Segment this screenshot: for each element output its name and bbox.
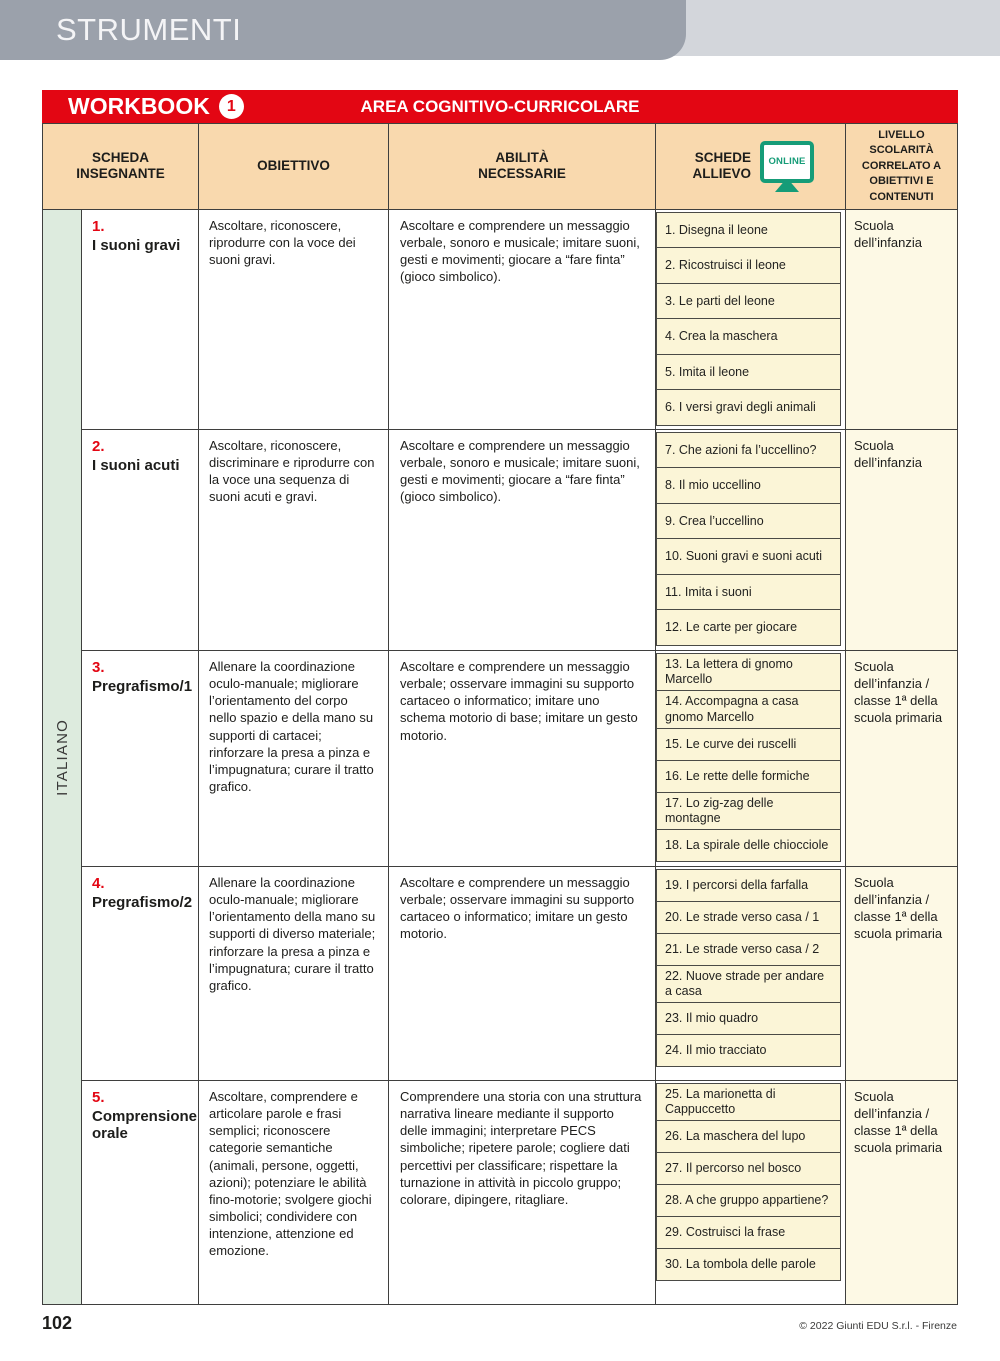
monitor-stand	[775, 183, 799, 192]
workbook-banner	[42, 90, 958, 123]
header-label: LIVELLO SCOLARITÀ CORRELATO A OBIETTIVI E CONTENUTI	[861, 129, 942, 203]
student-card: 10. Suoni gravi e suoni acuti	[656, 538, 841, 575]
student-card: 23. Il mio quadro	[656, 1002, 841, 1035]
level-cell: Scuola dell’infanzia / classe 1ª della scuola primaria	[846, 651, 957, 866]
student-card: 17. Lo zig-zag delle montagne	[656, 792, 841, 831]
row-number: 2.	[92, 437, 105, 455]
subject-label: ITALIANO	[53, 718, 71, 796]
page-number: 102	[42, 1313, 73, 1333]
level-cell: Scuola dell’infanzia	[846, 430, 957, 650]
student-card: 27. Il percorso nel bosco	[656, 1152, 841, 1185]
row-number: 4.	[92, 874, 105, 892]
student-card: 14. Accompagna a casa gnomo Marcello	[656, 690, 841, 729]
table-row	[82, 430, 957, 651]
row-title: I suoni gravi	[92, 236, 181, 254]
skills-cell: Ascoltare e comprendere un messaggio verbale; osservare immagini su supporto cartaceo o informatico; imitare uno schema motorio di base; imitare un gesto motorio.	[389, 651, 656, 866]
header-label: ABILITÀ NECESSARIE	[478, 149, 566, 182]
student-card: 26. La maschera del lupo	[656, 1120, 841, 1153]
row-number: 5.	[92, 1088, 105, 1106]
teacher-sheet-cell	[82, 651, 199, 866]
table-header-row	[43, 124, 957, 210]
student-card: 30. La tombola delle parole	[656, 1248, 841, 1281]
table-row	[82, 210, 957, 430]
header-label: SCHEDA INSEGNANTE	[76, 149, 165, 182]
student-card: 16. Le rette delle formiche	[656, 760, 841, 793]
student-card: 5. Imita il leone	[656, 354, 841, 391]
student-card: 4. Crea la maschera	[656, 318, 841, 355]
header-schede-allievo	[656, 124, 846, 209]
cards-cell	[656, 210, 846, 429]
teacher-sheet-cell	[82, 210, 199, 429]
area-title: AREA COGNITIVO-CURRICOLARE	[360, 96, 640, 116]
workbook-label: WORKBOOK	[68, 93, 210, 119]
table-row	[82, 1081, 957, 1304]
objective-cell: Ascoltare, riconoscere, riprodurre con la voce dei suoni gravi.	[199, 210, 389, 429]
monitor-screen	[760, 141, 814, 183]
page-footer	[42, 1313, 957, 1334]
student-card: 1. Disegna il leone	[656, 212, 841, 249]
student-card: 19. I percorsi della farfalla	[656, 869, 841, 902]
curriculum-table	[42, 123, 958, 1305]
copyright-notice: © 2022 Giunti EDU S.r.l. - Firenze	[799, 1320, 957, 1332]
student-card: 12. Le carte per giocare	[656, 609, 841, 646]
table-row	[82, 867, 957, 1081]
cards-cell	[656, 651, 846, 866]
objective-cell: Ascoltare, riconoscere, discriminare e riprodurre con la voce una sequenza di suoni acuti e gravi.	[199, 430, 389, 650]
level-cell: Scuola dell’infanzia / classe 1ª della scuola primaria	[846, 1081, 957, 1304]
student-card: 9. Crea l’uccellino	[656, 503, 841, 540]
table-body	[43, 210, 957, 1304]
section-title: STRUMENTI	[56, 12, 242, 47]
row-title: I suoni acuti	[92, 456, 180, 474]
skills-cell: Ascoltare e comprendere un messaggio verbale, sonoro e musicale; imitare suoni, gesti e movimenti; giocare a “fare finta” (gioco simbolico).	[389, 210, 656, 429]
cards-cell	[656, 867, 846, 1080]
student-card: 11. Imita i suoni	[656, 574, 841, 611]
table-rows	[82, 210, 957, 1304]
workbook-number-badge: 1	[219, 94, 244, 119]
objective-cell: Allenare la coordinazione oculo-manuale; migliorare l’orientamento della mano su supporti di diverso materiale; rinforzare la presa a pinza e l’impugnatura; curare il tratto grafico.	[199, 867, 389, 1080]
student-card: 18. La spirale delle chiocciole	[656, 829, 841, 862]
student-card: 21. Le strade verso casa / 2	[656, 933, 841, 966]
teacher-sheet-cell	[82, 1081, 199, 1304]
row-number: 1.	[92, 217, 105, 235]
skills-cell: Ascoltare e comprendere un messaggio verbale, sonoro e musicale; imitare suoni, gesti e movimenti; giocare a “fare finta” (gioco simbolico).	[389, 430, 656, 650]
student-card: 8. Il mio uccellino	[656, 467, 841, 504]
student-card: 20. Le strade verso casa / 1	[656, 901, 841, 934]
row-title: Pregrafismo/1	[92, 677, 193, 695]
subject-strip	[43, 210, 82, 1304]
student-card: 15. Le curve dei ruscelli	[656, 728, 841, 761]
objective-cell: Allenare la coordinazione oculo-manuale; migliorare l’orientamento del corpo nello spazio e della mano su supporti di cartacei; rinforzare la presa a pinza e l’impugnatura; curare il tratto grafico.	[199, 651, 389, 866]
student-card: 2. Ricostruisci il leone	[656, 247, 841, 284]
cards-cell	[656, 430, 846, 650]
student-card: 29. Costruisci la frase	[656, 1216, 841, 1249]
header-label: OBIETTIVO	[257, 158, 330, 174]
section-banner	[0, 0, 686, 60]
header-livello-scolarita	[846, 124, 957, 209]
table-row	[82, 651, 957, 867]
teacher-sheet-cell	[82, 430, 199, 650]
student-card: 3. Le parti del leone	[656, 283, 841, 320]
online-label: ONLINE	[768, 156, 806, 168]
student-card: 28. A che gruppo appartiene?	[656, 1184, 841, 1217]
header-scheda-insegnante	[43, 124, 199, 209]
header-obiettivo	[199, 124, 389, 209]
student-card: 22. Nuove strade per andare a casa	[656, 965, 841, 1004]
header-label: SCHEDE ALLIEVO	[692, 149, 751, 182]
student-card: 6. I versi gravi degli animali	[656, 389, 841, 426]
level-cell: Scuola dell’infanzia / classe 1ª della scuola primaria	[846, 867, 957, 1080]
skills-cell: Comprendere una storia con una struttura narrativa lineare mediante il supporto delle immagini; interpretare PECS simboliche; ripetere parole; cogliere dati percettivi per classificare; rispettare la turnazione in attività in piccolo gruppo; colorare, dipingere, ritagliare.	[389, 1081, 656, 1304]
student-card: 13. La lettera di gnomo Marcello	[656, 653, 841, 692]
header-abilita-necessarie	[389, 124, 656, 209]
student-card: 24. Il mio tracciato	[656, 1034, 841, 1067]
teacher-sheet-cell	[82, 867, 199, 1080]
skills-cell: Ascoltare e comprendere un messaggio verbale; osservare immagini su supporto cartaceo o informatico; imitare un gesto motorio.	[389, 867, 656, 1080]
cards-cell	[656, 1081, 846, 1304]
student-card: 7. Che azioni fa l’uccellino?	[656, 432, 841, 469]
objective-cell: Ascoltare, comprendere e articolare parole e frasi semplici; riconoscere categorie semantiche (animali, persone, oggetti, azioni); potenziare le abilità fino-motorie; svolgere giochi simbolici; condividere con intenzione, attenzione ed emozione.	[199, 1081, 389, 1304]
row-title: Comprensione orale	[92, 1107, 198, 1143]
student-card: 25. La marionetta di Cappuccetto	[656, 1083, 841, 1122]
row-title: Pregrafismo/2	[92, 893, 193, 911]
row-number: 3.	[92, 658, 105, 676]
online-monitor-icon	[760, 141, 814, 192]
level-cell: Scuola dell’infanzia	[846, 210, 957, 429]
workbook-sheet	[42, 90, 958, 1305]
